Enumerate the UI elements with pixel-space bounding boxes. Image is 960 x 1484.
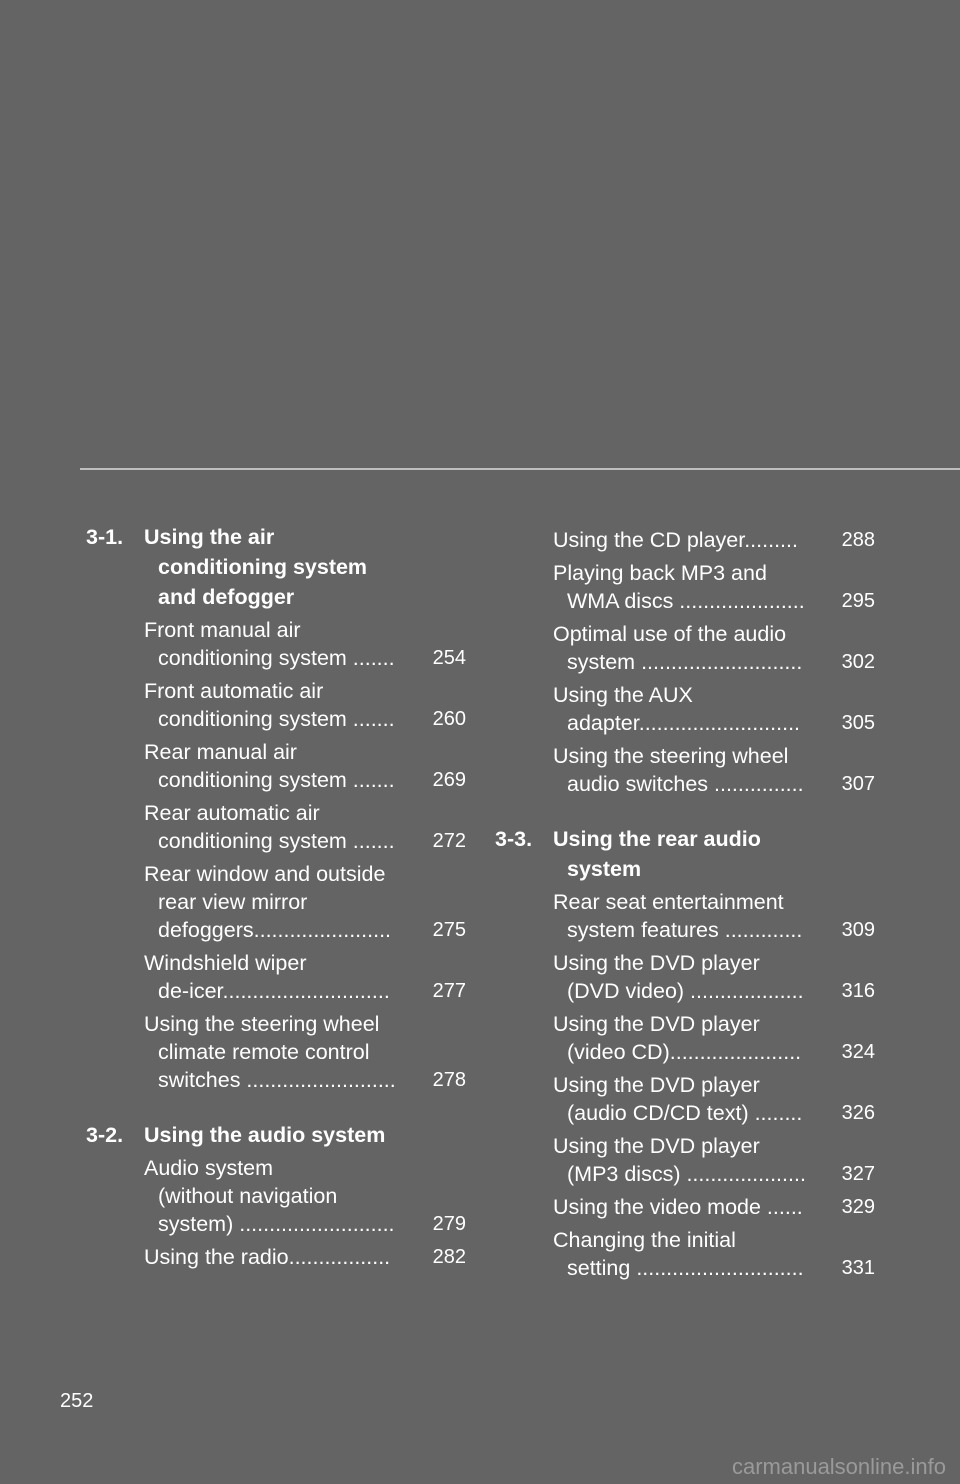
toc-entry[interactable]: Rear window and outside rear view mirror defoggers....................... 275	[144, 862, 466, 942]
toc-entry[interactable]: Using the DVD player (DVD video) ................... 316	[553, 951, 875, 1003]
page-ref: 272	[432, 830, 466, 852]
section-number: 3-3.	[495, 827, 533, 851]
section-number: 3-1.	[86, 525, 124, 549]
watermark: carmanualsonline.info	[731, 1454, 946, 1479]
page-ref: 316	[841, 980, 875, 1002]
toc-right-column	[495, 522, 875, 1308]
page-ref: 324	[841, 1041, 875, 1063]
toc-section-3-2-continued	[495, 526, 875, 798]
page-ref: 302	[841, 651, 875, 673]
toc-entry[interactable]: Changing the initial setting ............................ 331	[553, 1228, 875, 1280]
page-ref: 254	[432, 647, 466, 669]
page-ref: 288	[841, 529, 875, 551]
page-ref: 295	[841, 590, 875, 612]
section-heading[interactable]	[495, 824, 875, 884]
page-ref: 329	[841, 1196, 875, 1218]
toc-entry[interactable]: Rear manual air conditioning system ....... 269	[144, 740, 466, 792]
toc-section-3-3	[495, 824, 875, 1282]
toc-entry[interactable]: Rear seat entertainment system features ............. 309	[553, 890, 875, 942]
section-title: Using the air conditioning system and defogger	[144, 525, 368, 609]
toc-entry[interactable]: Using the DVD player (MP3 discs) .................... 327	[553, 1134, 875, 1186]
section-title: Using the audio system	[144, 1123, 386, 1147]
toc-entry[interactable]: Audio system (without navigation system) .......................... 279	[144, 1156, 466, 1236]
toc-entry[interactable]: Windshield wiper de-icer............................ 277	[144, 951, 466, 1003]
page-ref: 331	[841, 1257, 875, 1279]
toc-entry[interactable]: Front manual air conditioning system ....... 254	[144, 618, 466, 670]
page-ref: 309	[841, 919, 875, 941]
page-ref: 326	[841, 1102, 875, 1124]
toc-entry[interactable]: Using the steering wheel climate remote control switches ......................... 278	[144, 1012, 466, 1092]
page-number: 252	[60, 1390, 94, 1412]
toc-entry[interactable]: Using the AUX adapter........................... 305	[553, 683, 875, 735]
header-divider	[80, 468, 960, 470]
toc-entry[interactable]: Playing back MP3 and WMA discs ..................... 295	[553, 561, 875, 613]
page-ref: 260	[432, 708, 466, 730]
toc-section-3-1	[86, 522, 466, 1094]
toc-entry[interactable]: Optimal use of the audio system ........................... 302	[553, 622, 875, 674]
toc-entry[interactable]: Front automatic air conditioning system ....... 260	[144, 679, 466, 731]
toc-entry[interactable]: Using the steering wheel audio switches ............... 307	[553, 744, 875, 796]
toc-entry[interactable]: Using the DVD player (audio CD/CD text) ........ 326	[553, 1073, 875, 1125]
page-ref: 307	[841, 773, 875, 795]
toc-entry[interactable]: Rear automatic air conditioning system ....... 272	[144, 801, 466, 853]
page-ref: 327	[841, 1163, 875, 1185]
toc-left-column	[86, 522, 466, 1297]
section-heading[interactable]	[86, 1120, 466, 1150]
toc-entry[interactable]: Using the CD player......... 288	[553, 528, 875, 552]
page-ref: 278	[432, 1069, 466, 1091]
section-heading[interactable]	[86, 522, 466, 612]
section-number: 3-2.	[86, 1123, 124, 1147]
toc-entry[interactable]: Using the DVD player (video CD)...................... 324	[553, 1012, 875, 1064]
section-title: Using the rear audio system	[553, 827, 761, 881]
toc-section-3-2	[86, 1120, 466, 1271]
page-ref: 277	[432, 980, 466, 1002]
page-ref: 305	[841, 712, 875, 734]
toc-entry[interactable]: Using the video mode ...... 329	[553, 1195, 875, 1219]
page-ref: 279	[432, 1213, 466, 1235]
page-ref: 269	[432, 769, 466, 791]
page-ref: 282	[432, 1246, 466, 1268]
toc-entry[interactable]: Using the radio................. 282	[144, 1245, 466, 1269]
page-ref: 275	[432, 919, 466, 941]
